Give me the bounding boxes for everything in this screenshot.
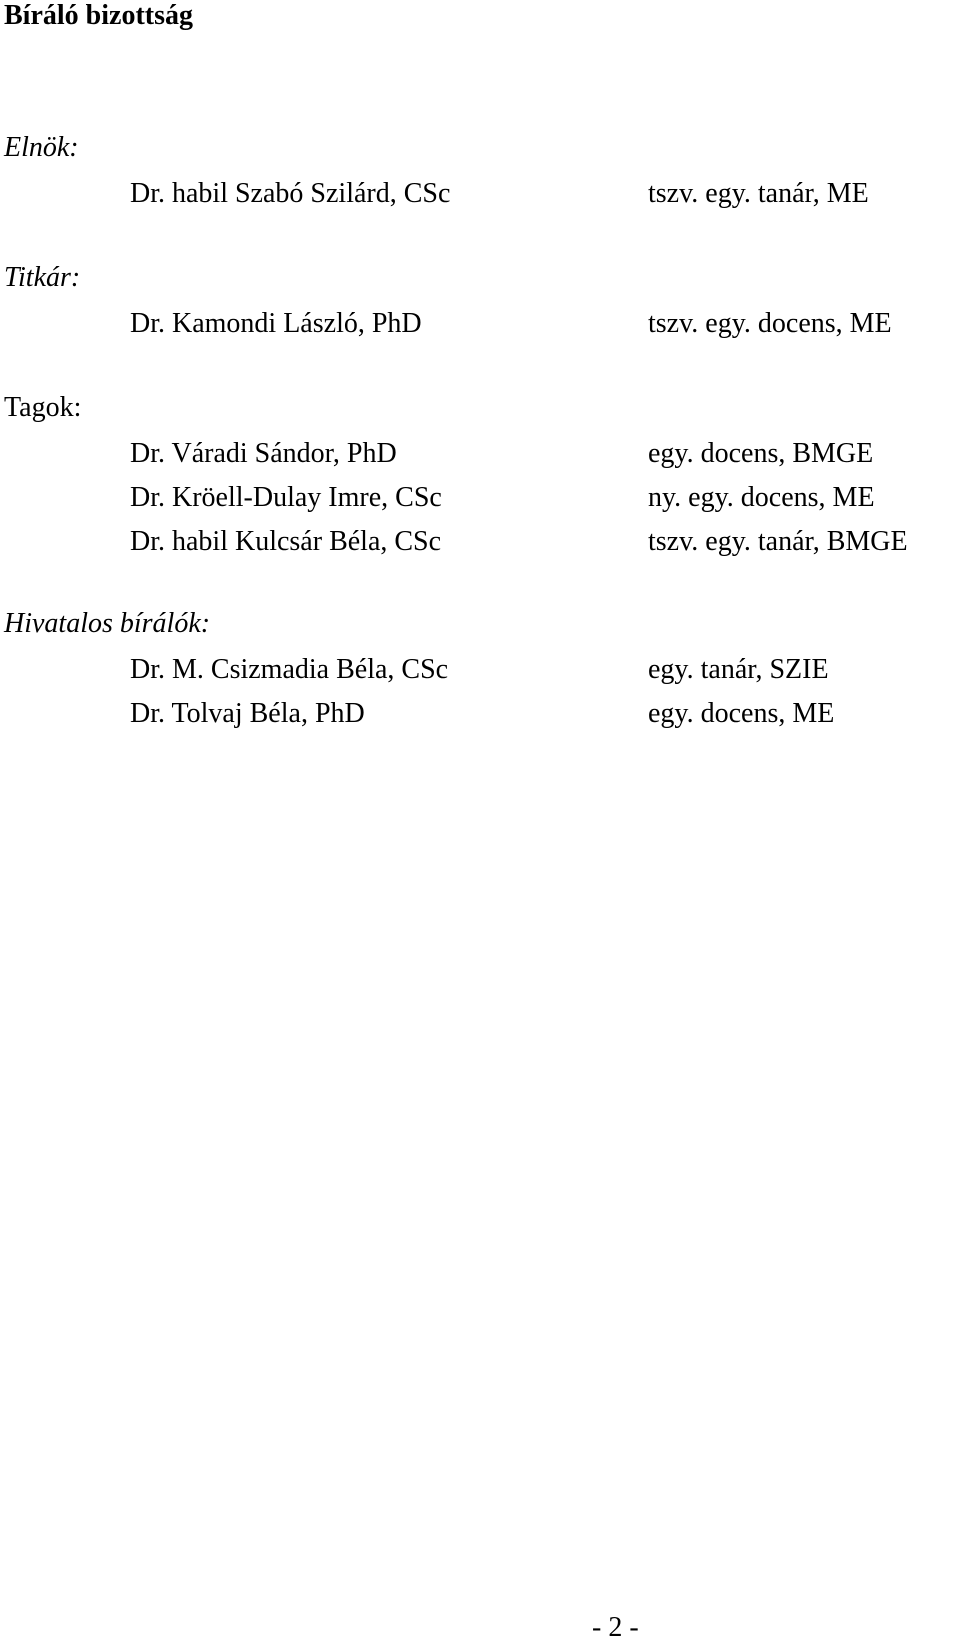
member-name: Dr. habil Szabó Szilárd, CSc [130,178,451,209]
member-position: tszv. egy. docens, ME [648,308,892,339]
page-number: - 2 - [592,1612,639,1643]
document-title: Bíráló bizottság [4,0,193,31]
member-name: Dr. Tolvaj Béla, PhD [130,698,365,729]
member-name: Dr. Kamondi László, PhD [130,308,422,339]
member-name: Dr. M. Csizmadia Béla, CSc [130,654,449,685]
section-label-official-reviewers: Hivatalos bírálók: [4,608,211,639]
member-name: Dr. habil Kulcsár Béla, CSc [130,526,442,557]
section-label-secretary: Titkár: [4,262,81,293]
member-position: ny. egy. docens, ME [648,482,875,513]
section-label-chairman: Elnök: [4,132,79,163]
member-position: egy. docens, ME [648,698,835,729]
member-position: egy. docens, BMGE [648,438,874,469]
member-position: tszv. egy. tanár, ME [648,178,869,209]
member-name: Dr. Váradi Sándor, PhD [130,438,397,469]
member-position: egy. tanár, SZIE [648,654,829,685]
member-position: tszv. egy. tanár, BMGE [648,526,908,557]
member-name: Dr. Kröell-Dulay Imre, CSc [130,482,442,513]
section-label-members: Tagok: [4,392,82,423]
